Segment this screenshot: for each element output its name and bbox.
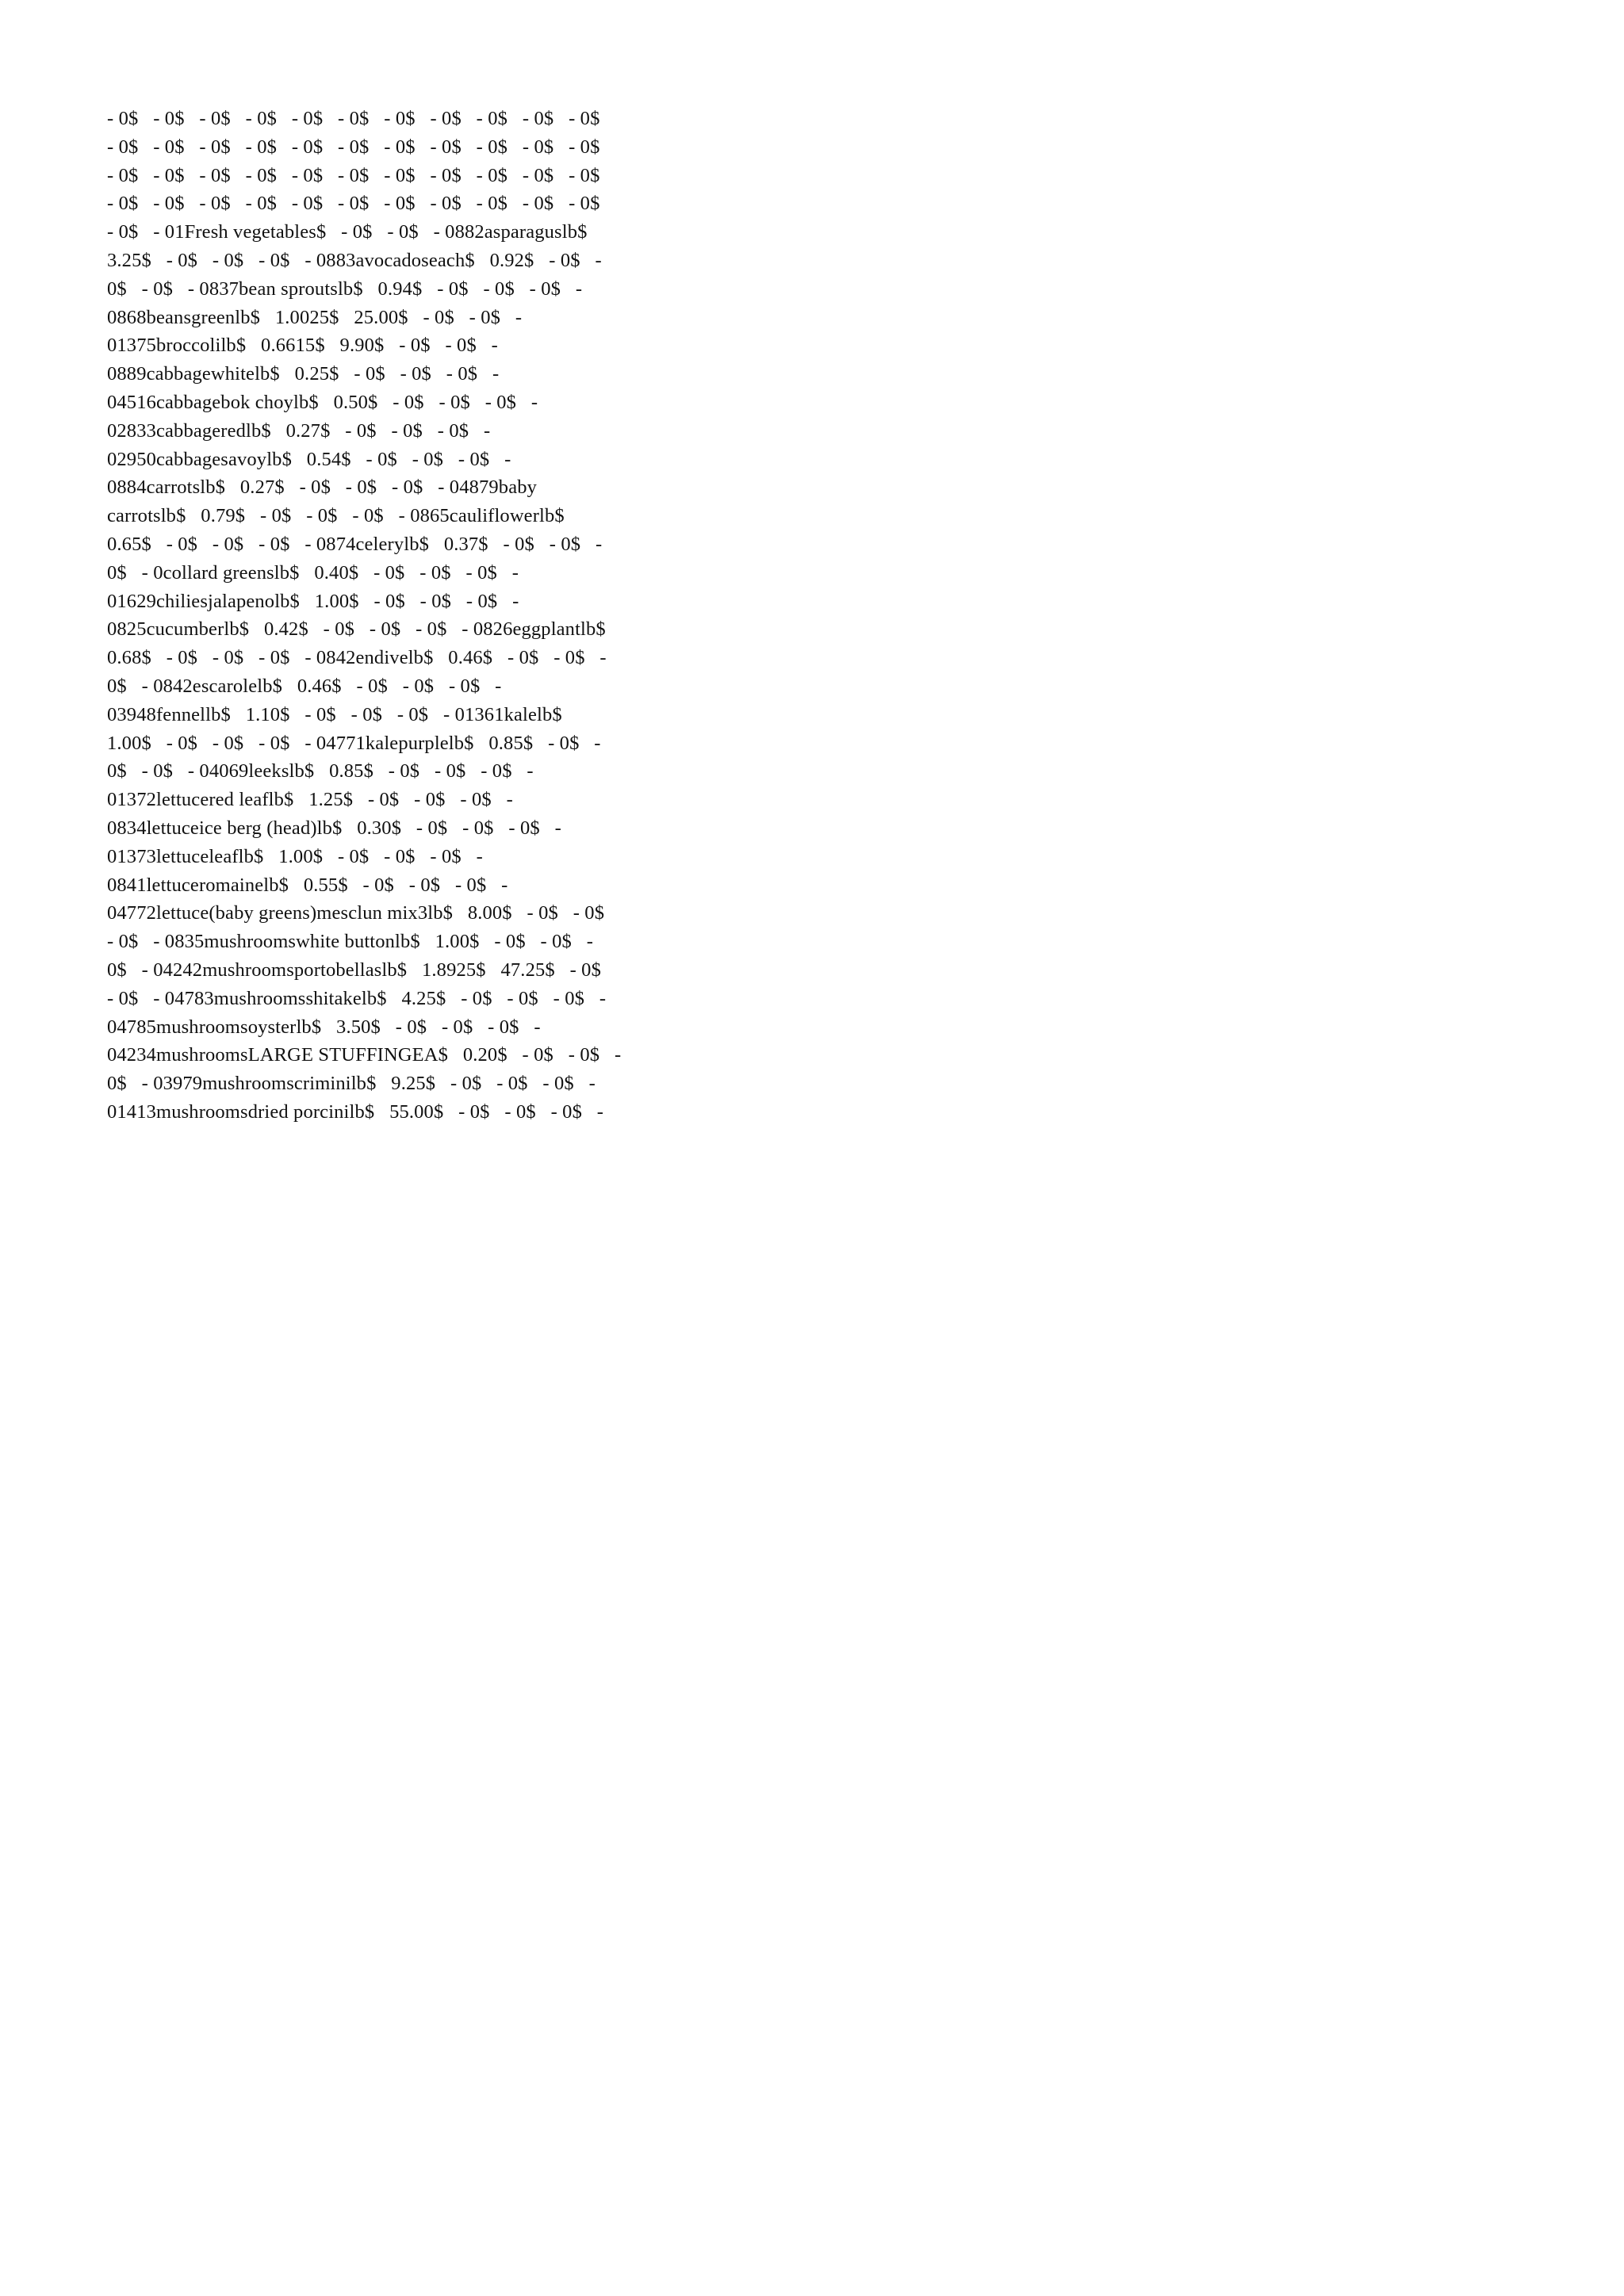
text-line: 04516cabbagebok choylb$ 0.50$ - 0$ - 0$ - 0$ - — [107, 391, 538, 413]
text-line: 3.25$ - 0$ - 0$ - 0$ - 0883avocadoseach$ 0.92$ - 0$ - — [107, 249, 602, 271]
text-line: 02950cabbagesavoylb$ 0.54$ - 0$ - 0$ - 0$ - — [107, 448, 511, 470]
text-line: 01372lettucered leaflb$ 1.25$ - 0$ - 0$ - 0$ - — [107, 789, 513, 811]
text-line: 0$ - 04242mushroomsportobellaslb$ 1.8925$ 47.25$ - 0$ — [107, 959, 601, 981]
text-line: 01413mushroomsdried porcinilb$ 55.00$ - 0$ - 0$ - 0$ - — [107, 1100, 604, 1123]
text-line: 0$ - 03979mushroomscriminilb$ 9.25$ - 0$ - 0$ - 0$ - — [107, 1073, 596, 1095]
text-line: 0$ - 0collard greenslb$ 0.40$ - 0$ - 0$ - 0$ - — [107, 561, 519, 584]
text-line: 01373lettuceleaflb$ 1.00$ - 0$ - 0$ - 0$ - — [107, 845, 483, 867]
text-line: 03948fennellb$ 1.10$ - 0$ - 0$ - 0$ - 01361kalelb$ — [107, 703, 562, 725]
text-line: 01375broccolilb$ 0.6615$ 9.90$ - 0$ - 0$ - — [107, 335, 498, 357]
text-line: 02833cabbageredlb$ 0.27$ - 0$ - 0$ - 0$ - — [107, 419, 491, 442]
text-line: 01629chiliesjalapenolb$ 1.00$ - 0$ - 0$ - 0$ - — [107, 590, 519, 612]
text-line: - 0$ - 01Fresh vegetables$ - 0$ - 0$ - 0882asparaguslb$ — [107, 221, 588, 243]
text-line: 0834lettuceice berg (head)lb$ 0.30$ - 0$ - 0$ - 0$ - — [107, 817, 561, 839]
text-line: - 0$ - 0$ - 0$ - 0$ - 0$ - 0$ - 0$ - 0$ - 0$ - 0$ - 0$ — [107, 108, 600, 129]
text-line: carrotslb$ 0.79$ - 0$ - 0$ - 0$ - 0865cauliflowerlb$ — [107, 505, 565, 527]
text-line: - 0$ - 04783mushroomsshitakelb$ 4.25$ - 0$ - 0$ - 0$ - — [107, 987, 607, 1009]
document-text-block — [107, 105, 777, 1127]
text-line: - 0$ - 0835mushroomswhite buttonlb$ 1.00$ - 0$ - 0$ - — [107, 931, 594, 953]
document-page — [0, 0, 878, 1242]
text-line: 0$ - 0$ - 0837bean sproutslb$ 0.94$ - 0$ - 0$ - 0$ - — [107, 277, 583, 300]
text-line: 0889cabbagewhitelb$ 0.25$ - 0$ - 0$ - 0$ - — [107, 363, 500, 385]
text-line: 04234mushroomsLARGE STUFFINGEA$ 0.20$ - 0$ - 0$ - — [107, 1044, 622, 1066]
text-line: 04785mushroomsoysterlb$ 3.50$ - 0$ - 0$ - 0$ - — [107, 1016, 541, 1038]
text-line: - 0$ - 0$ - 0$ - 0$ - 0$ - 0$ - 0$ - 0$ - 0$ - 0$ - 0$ — [107, 164, 600, 186]
text-line: 0.65$ - 0$ - 0$ - 0$ - 0874celerylb$ 0.37$ - 0$ - 0$ - — [107, 533, 603, 555]
text-line: 0825cucumberlb$ 0.42$ - 0$ - 0$ - 0$ - 0826eggplantlb$ — [107, 618, 606, 641]
text-line: 0$ - 0$ - 04069leekslb$ 0.85$ - 0$ - 0$ - 0$ - — [107, 760, 534, 783]
text-line: 0841lettuceromainelb$ 0.55$ - 0$ - 0$ - 0$ - — [107, 874, 508, 896]
text-line: 04772lettuce(baby greens)mesclun mix3lb$ 8.00$ - 0$ - 0$ — [107, 902, 605, 924]
text-line: - 0$ - 0$ - 0$ - 0$ - 0$ - 0$ - 0$ - 0$ - 0$ - 0$ - 0$ — [107, 136, 600, 158]
text-line: 0884carrotslb$ 0.27$ - 0$ - 0$ - 0$ - 04879baby — [107, 476, 538, 499]
text-line: 0868beansgreenlb$ 1.0025$ 25.00$ - 0$ - 0$ - — [107, 306, 523, 328]
text-line: 0.68$ - 0$ - 0$ - 0$ - 0842endivelb$ 0.46$ - 0$ - 0$ - — [107, 647, 607, 669]
text-line: 0$ - 0842escarolelb$ 0.46$ - 0$ - 0$ - 0$ - — [107, 675, 502, 697]
text-line: - 0$ - 0$ - 0$ - 0$ - 0$ - 0$ - 0$ - 0$ - 0$ - 0$ - 0$ — [107, 193, 600, 215]
text-line: 1.00$ - 0$ - 0$ - 0$ - 04771kalepurplelb$ 0.85$ - 0$ - — [107, 732, 601, 754]
